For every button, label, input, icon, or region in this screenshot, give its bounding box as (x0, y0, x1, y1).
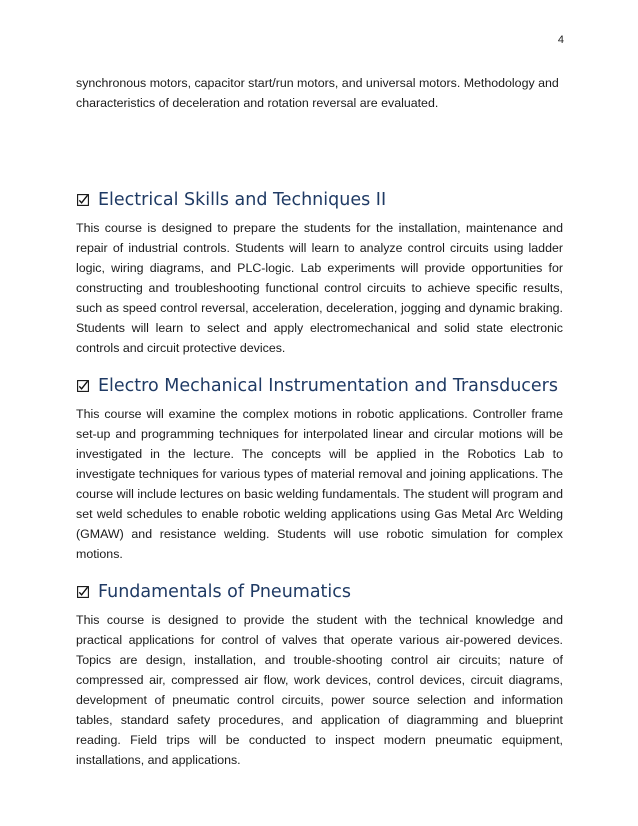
section-body: This course will examine the complex motions in robotic applications. Controller frame set-up and programming techniques for interpolated linear and circular motions will be investigated in the lecture. The concepts will be applied in the Robotics Lab to investigate techniques for various types of material removal and joining applications. The course will include lectures on basic welding fundamentals. The student will program and set weld schedules to enable robotic welding applications using Gas Metal Arc Welding (GMAW) and resistance welding. Students will use robotic simulation for complex motions. (76, 407, 563, 561)
section-heading (76, 580, 563, 604)
section-title: Electro Mechanical Instrumentation and Transducers (98, 376, 558, 396)
section-heading (76, 188, 563, 212)
checkbox-checked-icon (77, 380, 89, 392)
checkbox-checked-icon (77, 194, 89, 206)
section-body: This course is designed to prepare the students for the installation, maintenance and repair of industrial controls. Students will learn to analyze control circuits using ladder logic, wiring diagrams, and PLC-logic. Lab experiments will provide opportunities for constructing and troubleshooting functional control circuits to achieve specific results, such as speed control reversal, acceleration, deceleration, jogging and dynamic braking. Students will learn to select and apply electromechanical and solid state electronic controls and circuit protective devices. (76, 221, 563, 355)
section-body: This course is designed to provide the student with the technical knowledge and practical applications for control of valves that operate various air-powered devices. Topics are design, installation, and trouble-shooting control air circuits; nature of compressed air, compressed air flow, work devices, control devices, circuit diagrams, development of pneumatic control circuits, power source selection and information tables, standard safety procedures, and application of diagramming and blueprint reading. Field trips will be conducted to inspect modern pneumatic equipment, installations, and applications. (76, 613, 563, 767)
section-electrical-skills (76, 188, 563, 358)
checkbox-checked-icon (77, 586, 89, 598)
section-electro-mechanical (76, 374, 563, 564)
section-heading (76, 374, 563, 398)
page-number: 4 (557, 34, 564, 46)
intro-paragraph: synchronous motors, capacitor start/run motors, and universal motors. Methodology and characteristics of deceleration and rotation reversal are evaluated. (76, 76, 559, 110)
section-title: Electrical Skills and Techniques II (98, 190, 387, 210)
document-body (76, 73, 563, 770)
section-pneumatics (76, 580, 563, 770)
section-title: Fundamentals of Pneumatics (98, 582, 352, 602)
